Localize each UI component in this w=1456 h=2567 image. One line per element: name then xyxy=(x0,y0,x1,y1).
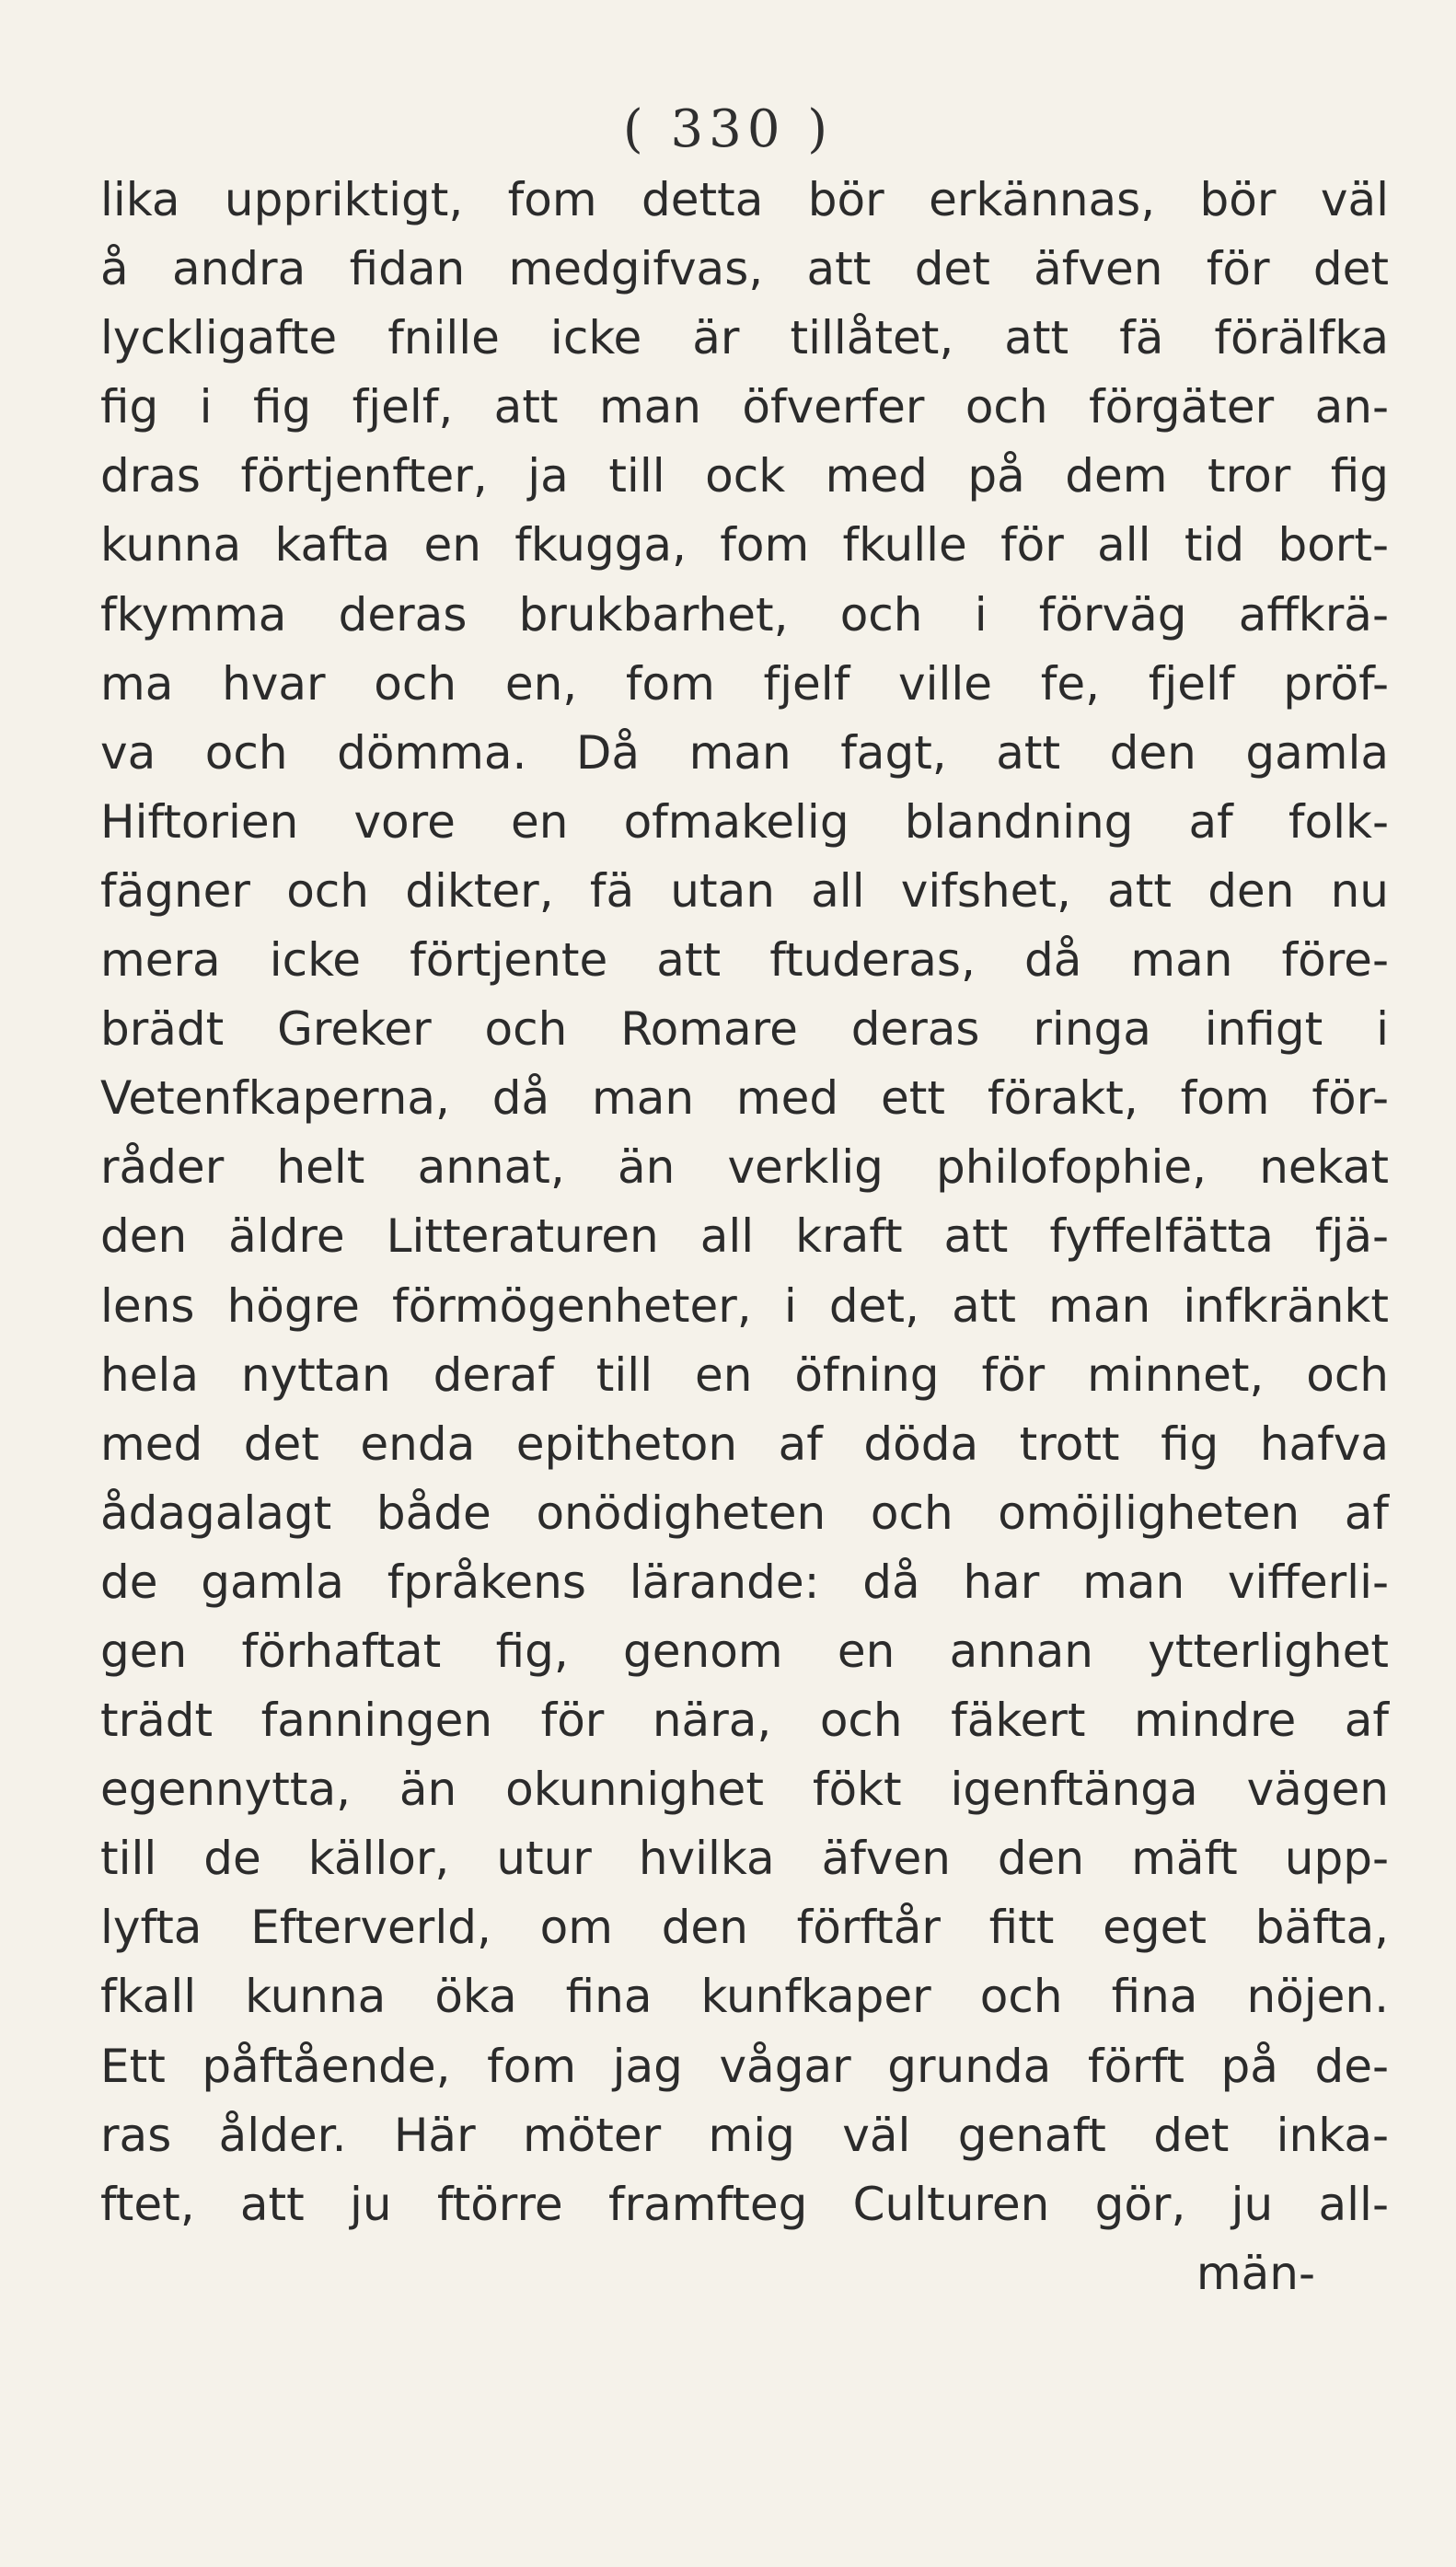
text-line: lyfta Efterverld, om den förftår fitt eget bäfta, xyxy=(100,1901,1389,1955)
text-line: den äldre Litteraturen all kraft att fyffelfätta fjä- xyxy=(100,1209,1389,1264)
text-line: lens högre förmögenheter, i det, att man infkränkt xyxy=(100,1278,1389,1333)
text-line: brädt Greker och Romare deras ringa infigt i xyxy=(100,1002,1389,1057)
text-line: kunna kafta en fkugga, fom fkulle för all tid bort- xyxy=(100,518,1389,572)
body-text xyxy=(100,166,1389,2308)
page-number: ( 330 ) xyxy=(622,99,834,159)
text-line: å andra fidan medgifvas, att det äfven för det xyxy=(100,242,1389,296)
text-line: fig i fig fjelf, att man öfverfer och förgäter an- xyxy=(100,380,1389,434)
text-line: mera icke förtjente att ftuderas, då man före- xyxy=(100,933,1389,988)
text-line: dras förtjenfter, ja till ock med på dem tror fig xyxy=(100,449,1389,503)
text-line: till de källor, utur hvilka äfven den mäft upp- xyxy=(100,1832,1389,1886)
text-line: egennytta, än okunnighet fökt igenftänga vägen xyxy=(100,1763,1389,1817)
text-line: Hiftorien vore en ofmakelig blandning af folk- xyxy=(100,794,1389,849)
text-line: ma hvar och en, fom fjelf ville fe, fjelf pröf- xyxy=(100,656,1389,711)
text-line: lika uppriktigt, fom detta bör erkännas, bör väl xyxy=(100,173,1389,226)
text-line: va och dömma. Då man fagt, att den gamla xyxy=(100,725,1389,780)
text-line: ftet, att ju ftörre framfteg Culturen gör, ju all- xyxy=(100,2177,1389,2231)
text-line: fkall kunna öka fina kunfkaper och fina nöjen. xyxy=(100,1970,1389,2024)
text-line: gen förhaftat fig, genom en annan ytterlighet xyxy=(100,1624,1389,1678)
text-line: fägner och dikter, fä utan all vifshet, att den nu xyxy=(100,863,1389,918)
text-line: de gamla fpråkens lärande: då har man vifferli- xyxy=(100,1555,1389,1609)
catchword: män- xyxy=(1196,2246,1315,2300)
text-line: ras ålder. Här möter mig väl genaft det inka- xyxy=(100,2108,1389,2162)
text-line: trädt fanningen för nära, och fäkert mindre af xyxy=(100,1694,1389,1748)
text-line: råder helt annat, än verklig philofophie, nekat xyxy=(100,1140,1389,1195)
text-line: fkymma deras brukbarhet, och i förväg affkrä- xyxy=(100,587,1389,642)
text-line: Ett påftående, fom jag vågar grunda förft på de- xyxy=(100,2039,1389,2093)
text-line: lyckligafte fnille icke är tillåtet, att fä förälfka xyxy=(100,311,1389,365)
text-line: ådagalagt både onödigheten och omöjligheten af xyxy=(100,1486,1389,1540)
text-line: Vetenfkaperna, då man med ett förakt, fom för- xyxy=(100,1071,1389,1126)
text-line: hela nyttan deraf till en öfning för minnet, och xyxy=(100,1347,1389,1402)
text-line: med det enda epitheton af döda trott fig hafva xyxy=(100,1416,1389,1471)
